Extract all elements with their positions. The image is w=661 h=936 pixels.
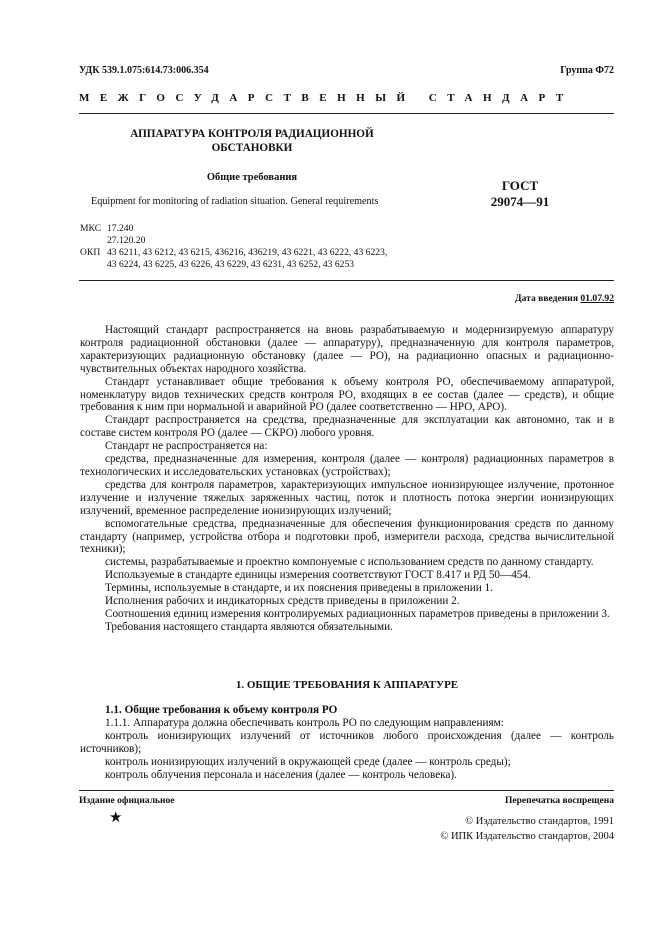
title-line-1: АППАРАТУРА КОНТРОЛЯ РАДИАЦИОННОЙ <box>130 128 374 140</box>
header-rule <box>79 113 614 114</box>
title-line-2: ОБСТАНОВКИ <box>211 141 293 154</box>
paragraph: средства для контроля параметров, характеризующих импульсное ионизирующее излучение, протонное излучение и излучение тяжелых заряженных частиц, поток и плотность потока энергии ионизирующих излучений, временное распределение ионизирующих излучений; <box>80 478 614 517</box>
paragraph: вспомогательные средства, предназначенные для обеспечения функционирования средств по данному стандарту (например, устройства отбора и подготовки проб, измерители расхода, средства вычислительной техники); <box>80 517 614 556</box>
document-subtitle: Общие требования <box>206 172 298 183</box>
effective-date <box>515 293 614 304</box>
paragraph: Соотношения единиц измерения контролируемых радиационных параметров приведены в приложении 3. <box>105 607 610 620</box>
okp-codes-1: 43 6211, 43 6212, 43 6215, 436216, 436219, 43 6221, 43 6222, 43 6223, <box>107 247 388 258</box>
paragraph: Стандарт устанавливает общие требования к объему контроля РО, обеспечиваемому аппаратурой, номенклатуру видов технических средств контроля РО, входящих в ее состав (далее — средств), и общие требования к ним при нормальной и аварийной РО (далее соответственно — НРО, АРО). <box>80 375 614 414</box>
paragraph: Исполнения рабочих и индикаторных средств приведены в приложении 2. <box>105 595 460 608</box>
section-body <box>80 704 614 781</box>
gost-label: ГОСТ <box>501 178 539 193</box>
okp-codes-2: 43 6224, 43 6225, 43 6226, 43 6229, 43 6231, 43 6252, 43 6253 <box>107 259 355 270</box>
mks-label: МКС <box>80 223 102 234</box>
footer-rule <box>79 790 614 791</box>
gost-number: 29074—91 <box>490 193 550 209</box>
paragraph: Настоящий стандарт распространяется на вновь разрабатываемую и модернизируемую аппаратуру контроля радиационной обстановки (далее — аппаратуру), предназначенную для контроля параметров, характеризующих радиационную обстановку (далее — РО), на радиационно опасных и радиационно-чувствительных объектах народного хозяйства. <box>80 324 614 375</box>
copyright-1991: © Издательство стандартов, 1991 <box>465 816 614 827</box>
paragraph: контроль ионизирующих излучений от источников любого происхождения (далее — контроль источников); <box>80 729 614 755</box>
paragraph: Стандарт распространяется на средства, предназначенные для эксплуатации как автономно, так и в составе систем контроля РО (далее — СКРО) любого уровня. <box>80 414 614 440</box>
paragraph: контроль ионизирующих излучений в окружающей среде (далее — контроль среды); <box>105 755 511 768</box>
official-edition: Издание официальное <box>79 796 175 806</box>
reprint-notice: Перепечатка воспрещена <box>504 796 614 806</box>
group-code: Группа Ф72 <box>560 65 614 76</box>
section-heading: 1. ОБЩИЕ ТРЕБОВАНИЯ К АППАРАТУРЕ <box>235 679 459 691</box>
okp-label: ОКП <box>80 247 101 258</box>
subsection-heading: 1.1. Общие требования к объему контроля РО <box>105 704 338 716</box>
document-title <box>105 128 399 155</box>
copyright-2004: © ИПК Издательство стандартов, 2004 <box>440 831 614 842</box>
mks-code-1: 17.240 <box>107 223 134 234</box>
effective-date-label: Дата введения <box>514 293 579 304</box>
paragraph: 1.1.1. Аппаратура должна обеспечивать контроль РО по следующим направлениям: <box>105 716 504 729</box>
paragraph: Используемые в стандарте единицы измерения соответствуют ГОСТ 8.417 и РД 50—454. <box>105 569 531 582</box>
copyright-block <box>440 814 614 844</box>
standard-banner: МЕЖГОСУДАРСТВЕННЫЙ СТАНДАРТ <box>79 92 574 104</box>
paragraph: контроль облучения персонала и населения (далее — контроль человека). <box>105 768 457 781</box>
mks-code-2: 27.120.20 <box>107 235 146 246</box>
paragraph: средства, предназначенные для измерения, контроля (далее — контроля) радиационных параметров в технологических и исследовательских установках (устройствах); <box>80 453 614 478</box>
english-title: Equipment for monitoring of radiation situation. General requirements <box>91 196 379 207</box>
classifier-rule <box>79 280 614 281</box>
paragraph: системы, разрабатываемые и проектно компонуемые с использованием средств по данному стандарту. <box>105 556 594 569</box>
effective-date-value: 01.07.92 <box>580 293 614 304</box>
star-icon: ★ <box>109 810 123 826</box>
gost-designation <box>485 178 555 209</box>
intro-body <box>80 324 614 634</box>
udk-code: УДК 539.1.075:614.73:006.354 <box>79 65 209 76</box>
paragraph: Стандарт не распространяется на: <box>105 440 268 453</box>
paragraph: Требования настоящего стандарта являются обязательными. <box>105 620 393 633</box>
paragraph: Термины, используемые в стандарте, и их пояснения приведены в приложении 1. <box>105 582 493 595</box>
